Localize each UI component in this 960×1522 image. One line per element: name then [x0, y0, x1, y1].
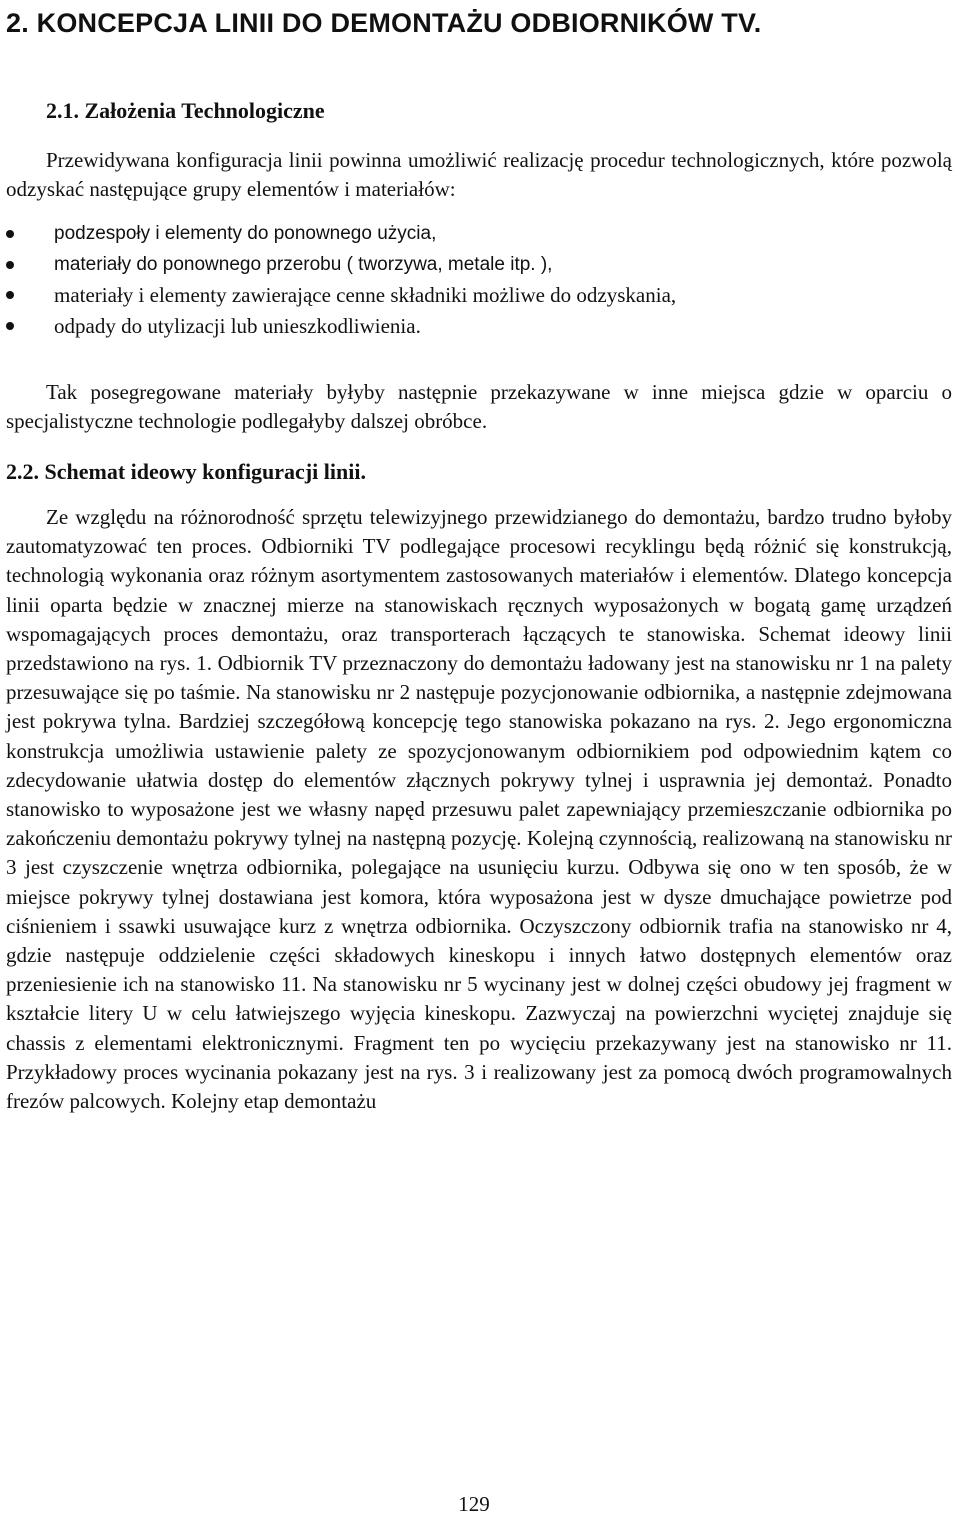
page-number: 129: [458, 1492, 490, 1516]
section-heading-2-1: 2.1. Założenia Technologiczne: [46, 98, 325, 123]
bullet-dot-icon: [6, 322, 14, 330]
bullet-text: odpady do utylizacji lub unieszkodliwienia.: [54, 313, 421, 338]
line-concept-paragraph: Ze względu na różnorodność sprzętu telewizyjnego przewidzianego do demontażu, bardzo trudno byłoby zautomatyzować ten proces. Odbiorniki TV podlegające procesowi recyklingu będą różnić się konstrukcją, technologią wykonania oraz różnym asortymentem zastosowanych materiałów i elementów. Dlatego koncepcja linii oparta będzie w znacznej mierze na stanowiskach ręcznych wyposażonych w bogatą gamę urządzeń wspomagających proces demontażu, oraz transporterach łączących te stanowiska. Schemat ideowy linii przedstawiono na rys. 1. Odbiornik TV przeznaczony do demontażu ładowany jest na stanowisku nr 1 na palety przesuwające się po taśmie. Na stanowisku nr 2 następuje pozycjonowanie odbiornika, a następnie zdejmowana jest pokrywa tylna. Bardziej szczegółową koncepcję tego stanowiska pokazano na rys. 2. Jego ergonomiczna konstrukcja umożliwia ustawienie palety ze spozycjonowanym odbiornikiem pod odpowiednim kątem co zdecydowanie ułatwia dostęp do elementów złącznych pokrywy tylnej i usprawnia jej demontaż. Ponadto stanowisko to wyposażone jest we własny napęd przesuwu palet zapewniający przemieszczanie odbiornika po zakończeniu demontażu pokrywy tylnej na następną pozycję. Kolejną czynnością, realizowaną na stanowisku nr 3 jest czyszczenie wnętrza odbiornika, polegające na usunięciu kurzu. Odbywa się ono w ten sposób, że w miejsce pokrywy tylnej dostawiana jest komora, która wyposażona jest w dysze dmuchające powietrze pod ciśnieniem i ssawki usuwające kurz z wnętrza odbiornika. Oczyszczony odbiornik trafia na stanowisko nr 4, gdzie następuje oddzielenie części składowych kineskopu i innych łatwo dostępnych elementów oraz przeniesienie ich na stanowisko 11. Na stanowisku nr 5 wycinany jest w dolnej części obudowy jej fragment w kształcie litery U w celu łatwiejszego wyjęcia kineskopu. Zazwyczaj na powierzchni wyciętej znajduje się chassis z elementami elektronicznymi. Fragment ten po wycięciu przekazywany jest na stanowisko nr 11. Przykładowy proces wycinania pokazany jest na rys. 3 i realizowany jest za pomocą dwóch programowalnych frezów palcowych. Kolejny etap demontażu: [6, 505, 952, 1114]
chapter-title: 2. KONCEPCJA LINII DO DEMONTAŻU ODBIORNIKÓW TV.: [6, 8, 762, 38]
bullet-item: [6, 250, 906, 281]
bullet-item: [6, 311, 906, 342]
bullet-text: materiały do ponownego przerobu ( tworzywa, metale itp. ),: [54, 253, 553, 275]
bullet-item: [6, 219, 906, 250]
materials-bullet-list: [6, 219, 906, 341]
bullet-text: podzespoły i elementy do ponownego użycia,: [54, 223, 437, 244]
section-heading-2-2: 2.2. Schemat ideowy konfiguracji linii.: [6, 459, 366, 484]
bullet-dot-icon: [6, 230, 14, 238]
bullet-dot-icon: [6, 261, 14, 269]
bullet-dot-icon: [6, 291, 14, 299]
bullet-text: materiały i elementy zawierające cenne składniki możliwe do odzyskania,: [54, 283, 677, 307]
bullet-item: [6, 280, 906, 311]
segregation-paragraph: Tak posegregowane materiały byłyby następnie przekazywane w inne miejsca gdzie w oparciu o specjalistyczne technologie podlegałyby dalszej obróbce.: [6, 380, 952, 434]
intro-paragraph: Przewidywana konfiguracja linii powinna umożliwić realizację procedur technologicznych, które pozwolą odzyskać następujące grupy elementów i materiałów:: [6, 148, 952, 202]
